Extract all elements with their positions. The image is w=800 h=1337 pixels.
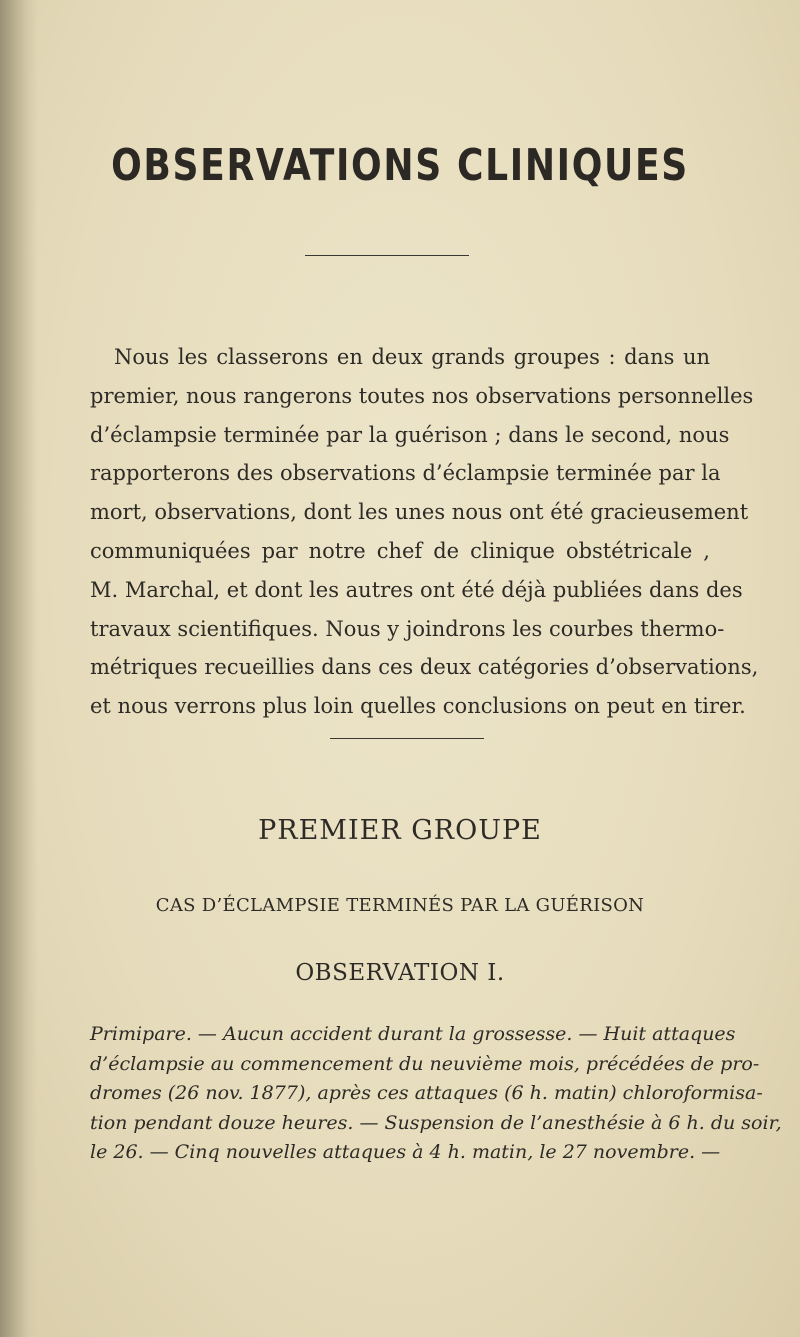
- intro-line: travaux scientifiques. Nous y joindrons les courbes thermo-: [90, 616, 725, 641]
- intro-paragraph: [90, 338, 759, 726]
- heading-rule: [305, 255, 469, 256]
- section-title: PREMIER GROUPE: [258, 815, 542, 846]
- observation-line: dromes (26 nov. 1877), après ces attaques (6 h. matin) chloroformisa-: [90, 1082, 763, 1104]
- intro-line: communiquées par notre chef de clinique obstétricale ,: [90, 538, 710, 563]
- section-subtitle: CAS D’ÉCLAMPSIE TERMINÉS PAR LA GUÉRISON: [155, 895, 645, 916]
- observation-summary: [90, 1020, 782, 1168]
- intro-line: M. Marchal, et dont les autres ont été déjà publiées dans des: [90, 577, 743, 602]
- page-binding-shadow: [0, 0, 38, 1337]
- intro-line: mort, observations, dont les unes nous ont été gracieusement: [90, 500, 749, 525]
- intro-line: et nous verrons plus loin quelles conclusions on peut en tirer.: [90, 694, 746, 719]
- intro-line: Nous les classerons en deux grands groupes : dans un: [114, 345, 710, 369]
- observation-line: Primipare. — Aucun accident durant la grossesse. — Huit attaques: [90, 1023, 736, 1045]
- intro-line: d’éclampsie terminée par la guérison ; dans le second, nous: [90, 422, 730, 447]
- intro-line: métriques recueillies dans ces deux catégories d’observations,: [90, 655, 759, 680]
- intro-line: premier, nous rangerons toutes nos observations personnelles: [90, 383, 754, 408]
- observation-line: le 26. — Cinq nouvelles attaques à 4 h. matin, le 27 novembre. —: [90, 1141, 721, 1163]
- observation-line: tion pendant douze heures. — Suspension de l’anesthésie à 6 h. du soir,: [90, 1111, 782, 1134]
- observation-line: d’éclampsie au commencement du neuvième mois, précédées de pro-: [90, 1052, 760, 1075]
- intro-line: rapporterons des observations d’éclampsie terminée par la: [90, 461, 721, 486]
- section-rule: [330, 738, 484, 739]
- page-heading: OBSERVATIONS CLINIQUES: [111, 140, 689, 191]
- observation-title: OBSERVATION I.: [295, 960, 505, 986]
